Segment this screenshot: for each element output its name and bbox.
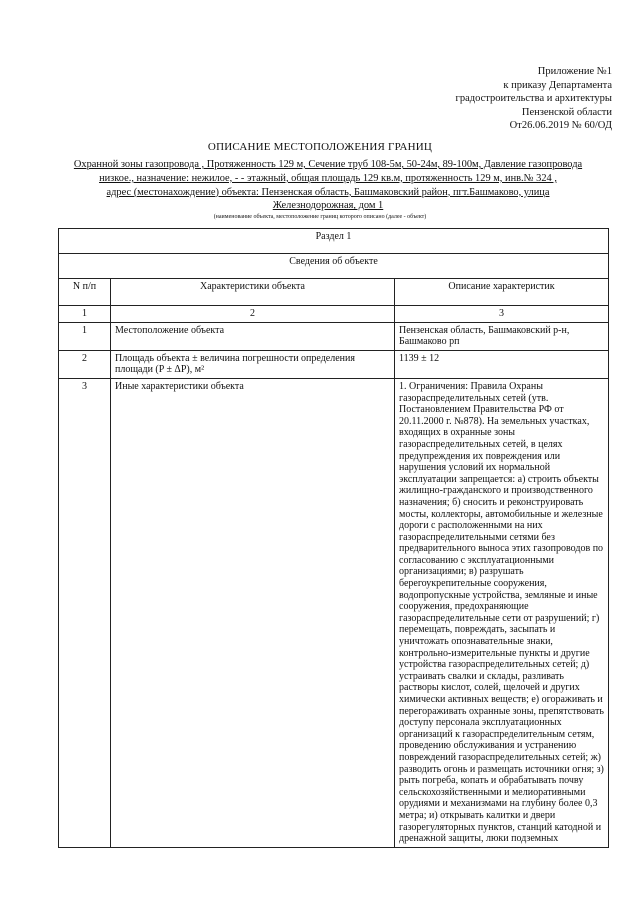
object-description-line: Железнодорожная, дом 1	[272, 200, 384, 212]
object-info-table	[58, 228, 609, 848]
table-row	[59, 322, 609, 350]
object-description-line: низкое., назначение: нежилое, - - этажный, общая площадь 129 кв.м, протяженность 129 м, инв.№ 324 ,	[99, 172, 557, 184]
object-description-line: Охранной зоны газопровода , Протяженность 129 м, Сечение труб 108-5м, 50-24м, 89-100м, Давление газопровода	[73, 159, 583, 170]
appendix-block	[372, 65, 612, 133]
appendix-line: градостроительства и архитектуры	[455, 93, 612, 105]
row-num: 1	[59, 322, 111, 350]
appendix-line: Приложение №1	[537, 66, 612, 77]
object-caption: (наименование объекта, местоположение границ которого описано (далее - объект)	[213, 214, 427, 220]
table-row	[59, 350, 609, 378]
row-characteristic: Иные характеристики объекта	[111, 378, 395, 847]
numbering-cell: 2	[111, 306, 395, 323]
row-description: 1139 ± 12	[395, 350, 609, 378]
table-row	[59, 378, 609, 847]
row-num: 2	[59, 350, 111, 378]
row-characteristic: Местоположение объекта	[111, 322, 395, 350]
document-title: ОПИСАНИЕ МЕСТОПОЛОЖЕНИЯ ГРАНИЦ	[207, 141, 433, 153]
section-title: Сведения об объекте	[59, 254, 609, 279]
row-num: 3	[59, 378, 111, 847]
row-characteristic: Площадь объекта ± величина погрешности определения площади (P ± ΔP), м²	[111, 350, 395, 378]
numbering-cell: 1	[59, 306, 111, 323]
header-characteristic: Характеристики объекта	[111, 279, 395, 306]
row-description: Пензенская область, Башмаковский р-н, Башмаково рп	[395, 322, 609, 350]
header-description: Описание характеристик	[395, 279, 609, 306]
header-num: N п/п	[59, 279, 111, 306]
appendix-line: Пензенской области	[521, 106, 612, 118]
numbering-cell: 3	[395, 306, 609, 323]
section-title-row	[59, 254, 609, 279]
section-label: Раздел 1	[59, 229, 609, 254]
numbering-row	[59, 306, 609, 323]
object-description-line: адрес (местонахождение) объекта: Пензенская область, Башмаковский район, пгт.Башмаково, улица	[106, 186, 550, 198]
object-description	[56, 158, 600, 213]
appendix-line: к приказу Департамента	[503, 79, 612, 91]
header-row	[59, 279, 609, 306]
row-description: 1. Ограничения: Правила Охраны газораспределительных сетей (утв. Постановлением Правительства РФ от 20.11.2000 г. №878). На земельных участках, входящих в охранные зоны газораспределительных сетей, в целях предупреждения их повреждения или нарушения условий их нормальной эксплуатации запрещается: а) строить объекты жилищно-гражданского и производственного назначения; б) сносить и реконструировать мосты, коллекторы, автомобильные и железные дороги с расположенными на них газораспределительными сетями без предварительного выноса этих газопроводов по согласованию с эксплуатационными организациями; в) разрушать берегоукрепительные сооружения, водопропускные устройства, земляные и иные сооружения, предохраняющие газораспределительные сети от разрушений; г) перемещать, повреждать, засыпать и уничтожать опознавательные знаки, контрольно-измерительные пункты и другие устройства газораспределительных сетей; д) устраивать свалки и склады, разливать растворы кислот, солей, щелочей и других химически активных веществ; е) огораживать и перегораживать охранные зоны, препятствовать доступу персонала эксплуатационных организаций к газораспределительным сетям, проведению обслуживания и устранению повреждений газораспределительных сетей; ж) разводить огонь и размещать источники огня; з) рыть погреба, копать и обрабатывать почву сельскохозяйственными и мелиоративными орудиями и механизмами на глубину более 0,3 метра; и) открывать калитки и двери газорегуляторных пунктов, станций катодной и дренажной защиты, люки подземных	[395, 378, 609, 847]
appendix-line: От26.06.2019 № 60/ОД	[509, 120, 612, 132]
section-row	[59, 229, 609, 254]
